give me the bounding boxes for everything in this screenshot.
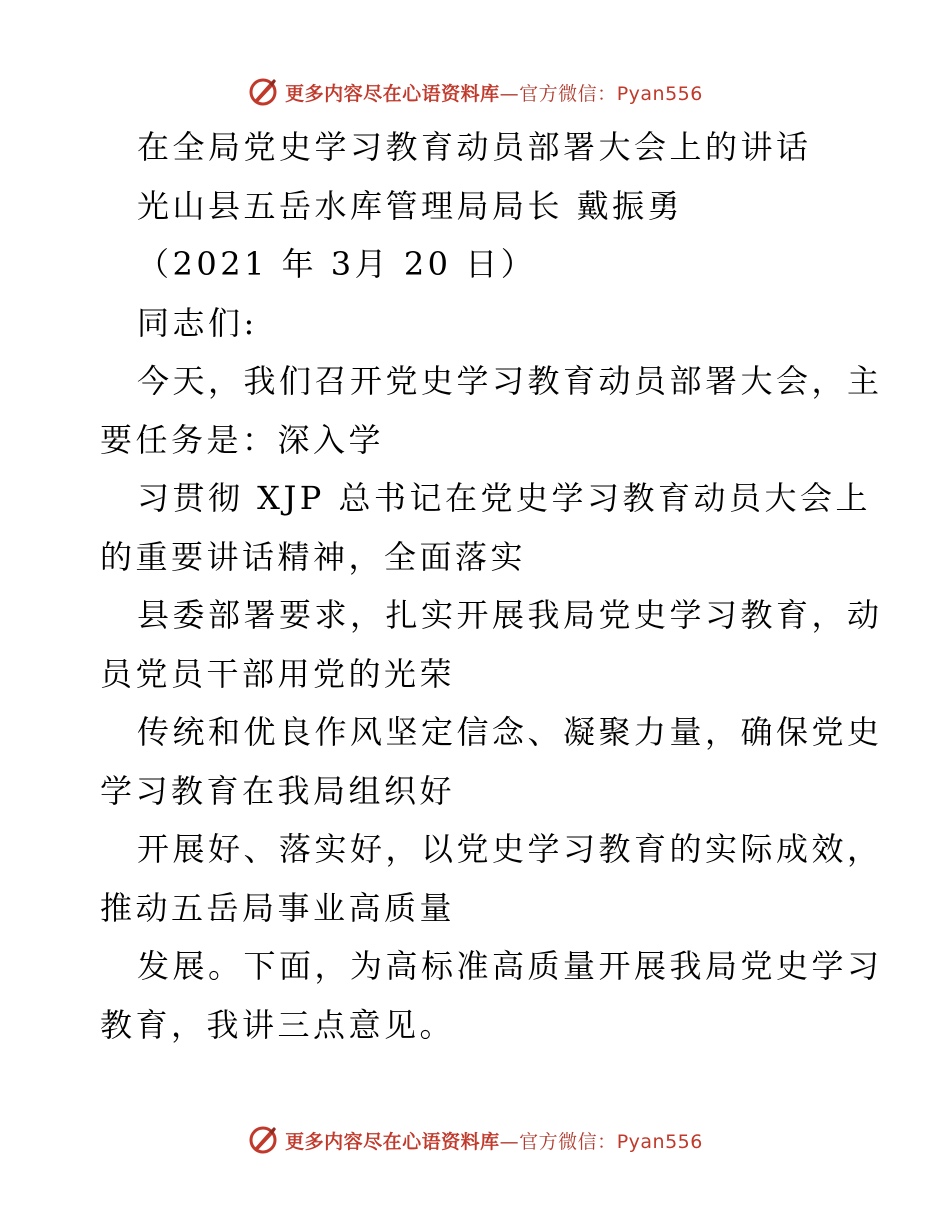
banner-separator: — [499,1130,520,1153]
body-line: 发展。下面，为高标准高质量开展我局党史学习 [137,947,883,985]
body-line: 推动五岳局事业高质量 [100,888,456,927]
banner-main-text: 更多内容尽在心语资料库 [285,82,500,105]
banner-wechat-label: 官方微信： [519,1130,617,1153]
speaker-line: 光山县五岳水库管理局局长 戴振勇 [137,186,684,225]
banner-main-text: 更多内容尽在心语资料库 [285,1130,500,1153]
body-line: 县委部署要求，扎实开展我局党史学习教育，动 [137,596,883,634]
salutation: 同志们: [137,303,258,342]
banner-wechat-label: 官方微信： [519,82,617,105]
document-body [100,118,883,1054]
body-line: 传统和优良作风坚定信念、凝聚力量，确保党史 [137,713,883,751]
body-line: 开展好、落实好，以党史学习教育的实际成效， [137,830,883,868]
document-title: 在全局党史学习教育动员部署大会上的讲话 [137,128,812,166]
date-line: （2021 年 3月 20 日） [137,245,537,283]
body-line: 的重要讲话精神，全面落实 [100,537,527,576]
body-line: 学习教育在我局组织好 [100,771,456,810]
body-line: 习贯彻 XJP 总书记在党史学习教育动员大会上 [137,479,871,517]
body-line: 教育，我讲三点意见。 [100,1005,456,1044]
banner-wechat-id: Pyan556 [616,82,703,105]
body-line: 今天，我们召开党史学习教育动员部署大会，主 [137,362,883,400]
banner-text [285,79,703,106]
banner-separator: — [499,82,520,105]
header-banner [0,72,950,112]
footer-banner [0,1120,950,1160]
quill-logo-icon [247,1124,279,1156]
body-line: 员党员干部用党的光荣 [100,654,456,693]
banner-wechat-id: Pyan556 [616,1130,703,1153]
quill-logo-icon [247,76,279,108]
body-line: 要任务是：深入学 [100,420,385,459]
banner-text [285,1127,703,1154]
